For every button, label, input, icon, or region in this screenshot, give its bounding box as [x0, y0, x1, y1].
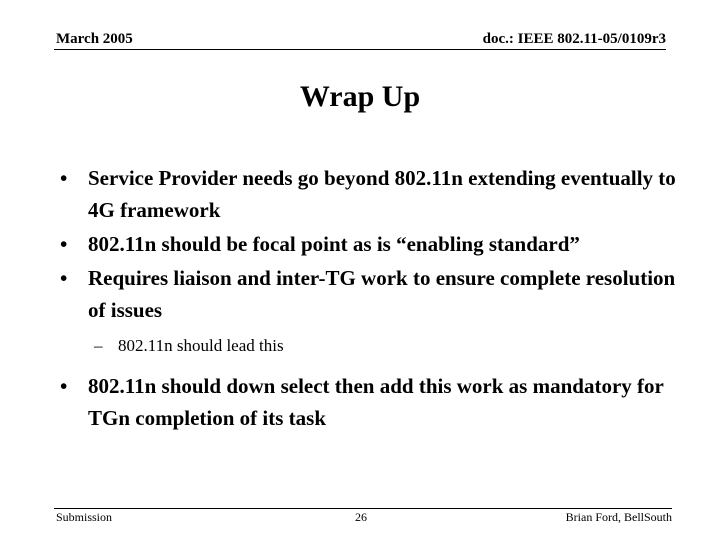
bullet-marker: • — [60, 166, 68, 190]
bullet-text: Service Provider needs go beyond 802.11n extending eventually to 4G framework — [88, 166, 676, 222]
bullet-text: 802.11n should down select then add this work as mandatory for TGn completion of its task — [88, 374, 664, 430]
footer-submission: Submission — [56, 510, 113, 524]
bullet-marker: • — [60, 266, 68, 290]
page-number: 26 — [355, 510, 367, 524]
sub-bullet-marker: – — [94, 336, 103, 355]
header-divider — [54, 49, 666, 50]
sub-bullet-text: 802.11n should lead this — [118, 336, 284, 355]
bullet-marker: • — [60, 232, 68, 256]
footer-author: Brian Ford, BellSouth — [565, 510, 672, 524]
header-doc-id: doc.: IEEE 802.11-05/0109r3 — [482, 31, 666, 47]
sub-bullet-list — [88, 334, 678, 358]
bullet-item — [58, 162, 678, 226]
bullet-marker: • — [60, 374, 68, 398]
bullet-text: Requires liaison and inter-TG work to ensure complete resolution of issues — [88, 266, 676, 322]
bullet-item — [58, 262, 678, 358]
footer-divider — [54, 508, 672, 509]
bullet-item — [58, 228, 678, 260]
bullet-item — [58, 370, 678, 434]
header-date: March 2005 — [56, 31, 133, 47]
slide-title: Wrap Up — [299, 80, 421, 113]
bullet-list — [58, 162, 678, 436]
sub-bullet-item — [88, 334, 678, 358]
bullet-text: 802.11n should be focal point as is “enabling standard” — [88, 232, 580, 256]
